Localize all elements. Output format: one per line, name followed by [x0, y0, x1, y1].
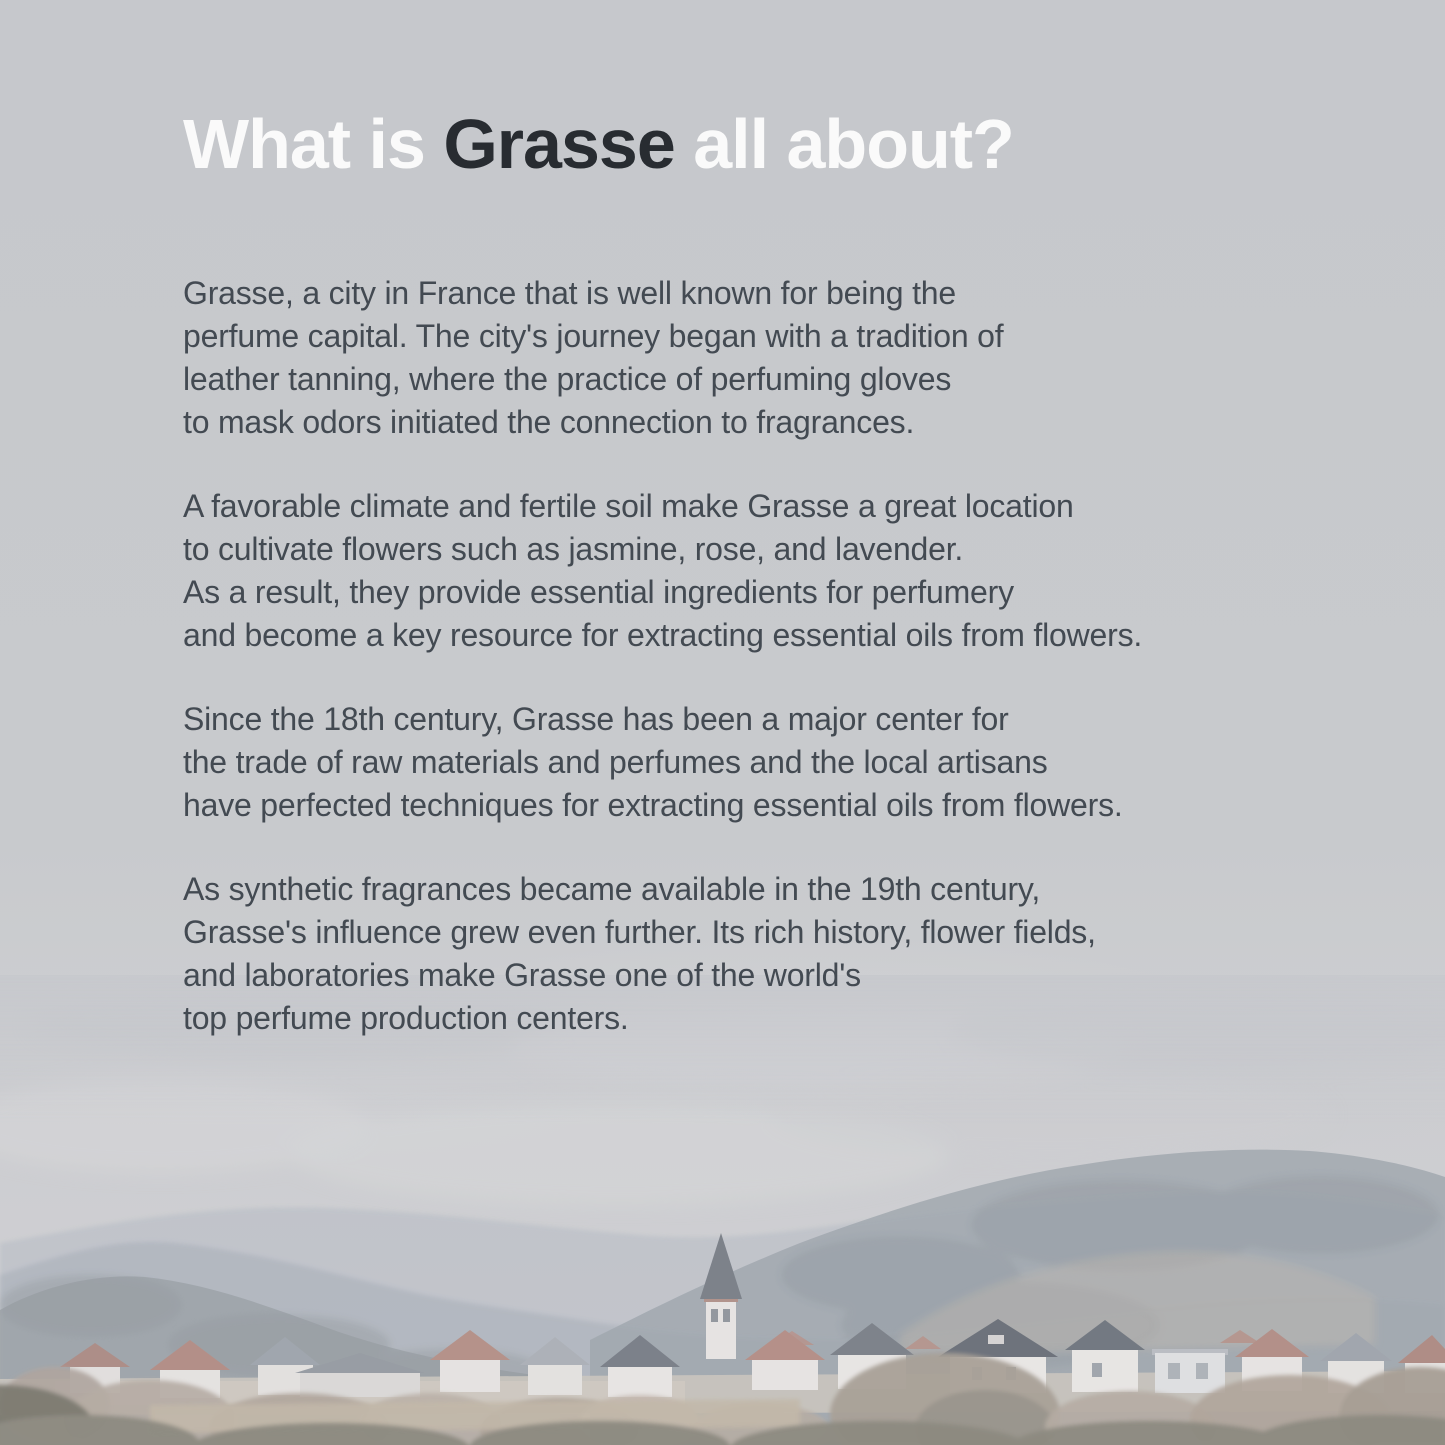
- text-line: leather tanning, where the practice of perfuming gloves: [183, 361, 952, 397]
- paragraph-history: [183, 698, 1142, 827]
- text-line: top perfume production centers.: [183, 1000, 629, 1036]
- page-title: [183, 104, 1014, 185]
- paragraph-modern: [183, 868, 1142, 1040]
- text-line: Since the 18th century, Grasse has been a major center for: [183, 701, 1009, 737]
- text-line: the trade of raw materials and perfumes and the local artisans: [183, 744, 1048, 780]
- text-line: have perfected techniques for extracting essential oils from flowers.: [183, 787, 1123, 823]
- text-line: A favorable climate and fertile soil make Grasse a great location: [183, 488, 1074, 524]
- text-line: and laboratories make Grasse one of the world's: [183, 957, 861, 993]
- paragraph-origins: [183, 272, 1142, 444]
- text-line: and become a key resource for extracting essential oils from flowers.: [183, 617, 1143, 653]
- body-text: [183, 272, 1142, 1081]
- text-line: to cultivate flowers such as jasmine, rose, and lavender.: [183, 531, 964, 567]
- text-line: Grasse, a city in France that is well known for being the: [183, 275, 956, 311]
- title-suffix: all about?: [674, 105, 1014, 183]
- paragraph-climate: [183, 485, 1142, 657]
- text-line: As synthetic fragrances became available in the 19th century,: [183, 871, 1041, 907]
- title-prefix: What is: [183, 105, 444, 183]
- text-line: Grasse's influence grew even further. Its rich history, flower fields,: [183, 914, 1096, 950]
- title-highlight: Grasse: [443, 105, 675, 183]
- text-line: As a result, they provide essential ingredients for perfumery: [183, 574, 1014, 610]
- text-line: perfume capital. The city's journey began with a tradition of: [183, 318, 1004, 354]
- text-line: to mask odors initiated the connection to fragrances.: [183, 404, 915, 440]
